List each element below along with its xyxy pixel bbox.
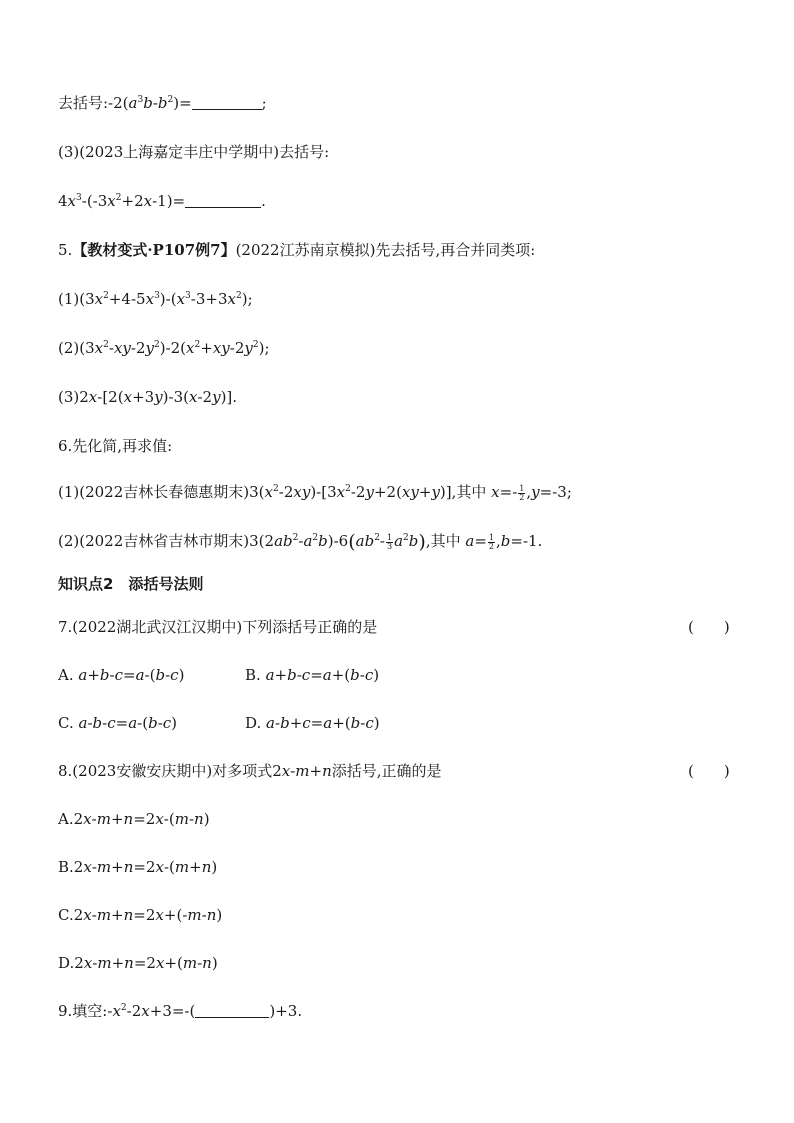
fraction-one-half: $\frac{1}{2}$ xyxy=(519,483,525,502)
q5-textbook-tag: 【教材变式·P107例7】 xyxy=(72,241,236,259)
q5-part1: $(1)(3x^2+4-5x^3)-(x^3-3+3x^2)$; xyxy=(58,290,253,308)
q8-option-b[interactable]: B.2x-m+n=2x-(m+n) xyxy=(58,858,218,876)
q4-part2-prefix: 去括号:-2( xyxy=(58,94,129,112)
q6-part2-source: (2)(2022吉林省吉林市期末) xyxy=(58,532,250,550)
q7-answer-paren[interactable]: ( ) xyxy=(688,618,730,636)
q8-option-d[interactable]: D.2x-m+n=2x+(m-n) xyxy=(58,954,218,972)
q8-answer-paren[interactable]: ( ) xyxy=(688,762,730,780)
q7-option-a[interactable]: A. a+b-c=a-(b-c) xyxy=(58,666,185,684)
q4-part3-period: . xyxy=(261,192,266,210)
q4-part2-equals: )= xyxy=(173,94,192,112)
q6-part1: (1)(2022吉林长春德惠期末)$3(x^2-2xy)-[3x^2-2y+2(xy+y)]$,其中 x=- $\frac{1}{2}$ ,y=-3; xyxy=(58,483,572,502)
q4-part2-line: 去括号$:-2(a^3b-b^2)=$ ; xyxy=(58,94,267,112)
q7-option-c[interactable]: C. a-b-c=a-(b-c) xyxy=(58,714,178,732)
q6-stem: 6.先化简,再求值: xyxy=(58,437,173,455)
q9-stem: 9.填空$:-x^2-2x+3=-$( )+3. xyxy=(58,1002,303,1020)
q5-text: (2022江苏南京模拟)先去括号,再合并同类项: xyxy=(235,241,536,259)
fraction-one-half: $\frac{1}{2}$ xyxy=(488,532,494,551)
section-heading: 知识点2 添括号法则 xyxy=(58,575,204,593)
q5-part3: (3)2x-[2(x+3y)-3(x-2y)]. xyxy=(58,388,238,406)
q5-part2: $(2)(3x^2-xy-2y^2)-2(x^2+xy-2y^2)$; xyxy=(58,339,270,357)
q6-part2: (2)(2022吉林省吉林市期末)$3(2ab^2-a^2b)-6(ab^2-$ $\frac{1}{3}$ $a^2b$),其中 a= $\frac{1}{2}$ ,b=-1. xyxy=(58,531,543,553)
q8-option-c[interactable]: C.2x-m+n=2x+(-m-n) xyxy=(58,906,223,924)
fraction-one-third: $\frac{1}{3}$ xyxy=(387,532,393,551)
answer-blank[interactable] xyxy=(192,94,262,110)
q6-part1-source: (1)(2022吉林长春德惠期末) xyxy=(58,483,250,501)
q7-option-d[interactable]: D. a-b+c=a+(b-c) xyxy=(245,714,380,732)
q7-option-b[interactable]: B. a+b-c=a+(b-c) xyxy=(245,666,380,684)
answer-blank[interactable] xyxy=(185,192,261,208)
q8-stem: 8.(2023安徽安庆期中)对多项式2x-m+n添括号,正确的是 xyxy=(58,762,442,780)
q4-part3-header: (3)(2023上海嘉定丰庄中学期中)去括号: xyxy=(58,143,330,161)
q8-option-a[interactable]: A.2x-m+n=2x-(m-n) xyxy=(58,810,210,828)
q7-stem: 7.(2022湖北武汉江汉期中)下列添括号正确的是 xyxy=(58,618,378,636)
q4-part3-expression: $4x^3-(-3x^2+2x-1)=$ . xyxy=(58,192,266,210)
q5-number: 5. xyxy=(58,241,73,259)
q4-part2-semicolon: ; xyxy=(261,94,267,112)
q5-stem xyxy=(58,239,535,261)
answer-blank[interactable] xyxy=(195,1002,269,1018)
